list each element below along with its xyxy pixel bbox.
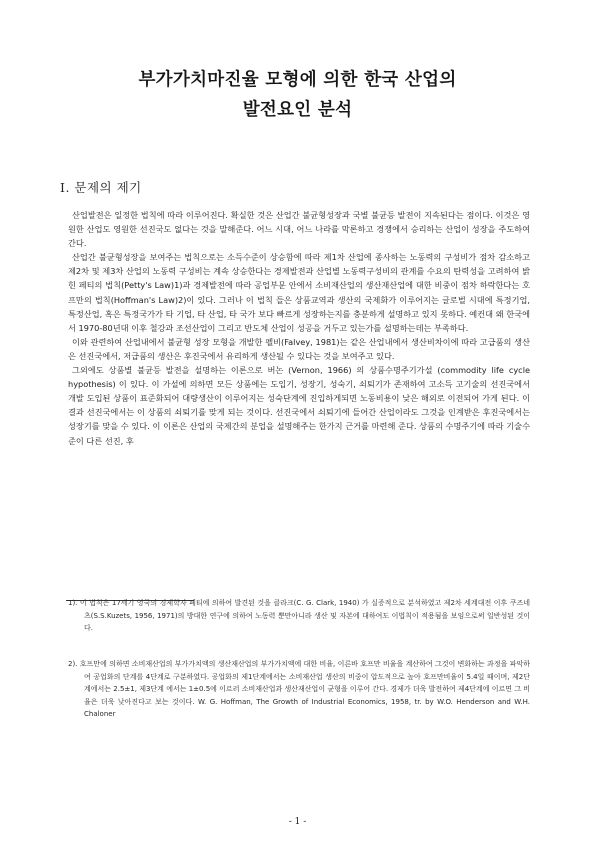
paragraph: 이와 관련하여 산업내에서 불균형 성장 모형을 개발한 펠비(Falvey, 1981)는 같은 산업내에서 생산비차이에 따라 고급품의 생산은 선진국에서, 저급품의 생산은 후진국에서 유리하게 생산될 수 있다는 것을 보여주고 있다.: [68, 336, 530, 361]
paragraph: 산업발전은 일정한 법칙에 따라 이루어진다. 확실한 것은 산업간 불균형성장과 국별 불균등 발전이 지속된다는 점이다. 이것은 영원한 산업도 영원한 선진국도 없다는 것을 말해준다. 어느 시대, 어느 나라를 막론하고 경쟁에서 승리하는 산업이 성장을 주도하여 간다.: [68, 210, 530, 249]
paper-title-line-2: 발전요인 분석: [242, 100, 353, 120]
paragraph: 그외에도 상품별 불균등 발전을 설명하는 이론으로 버논 (Vernon, 1966) 의 상품수명주기가설 (commodity life cycle hypothesis) 이 있다. 이 가설에 의하면 모든 상품에는 도입기, 성장기, 성숙기, 쇠퇴기가 존재하여 고소득 고기술의 선진국에서 개발 도입된 상품이 표준화되어 대량생산이 이루어지는 성숙단계에 진입하게되면 노동비용이 낮은 해외로 이전되어 가게 된다. 이 결과 선진국에서는 이 상품의 쇠퇴기를 맞게 되는 것이다. 선진국에서 쇠퇴기에 들어간 산업이라도 그것을 인계받은 후진국에서는 성장기를 맞을 수 있다. 이 이론은 산업의 국제간의 분업을 설명해주는 한가지 근거를 마련해 준다. 상품의 수명주기에 따라 기술수준이 다른 선진, 후: [68, 365, 530, 446]
footnote-text: 2). 호프만에 의하면 소비재산업의 부가가치액의 생산재산업의 부가가치액에 대한 비율, 이른바 호프만 비율을 계산하여 그것이 변화하는 과정을 파악하여 공업화의 단계를 4단계로 구분하였다. 공업화의 제1단계에서는 소비재산업 생산의 비중이 압도적으로 높아 호프만비율이 5.4일 때이며, 제2단계에서는 2.5±1, 제3단계 에서는 1±0.5에 이르러 소비재산업과 생산재산업이 균형을 이루어 간다. 경제가 더욱 발전하여 제4단계에 이르면 그 비율은 더욱 낮아진다고 보는 것이다. W. G. Hoffman, The Growth of Industrial Economics, 1958, tr. by W.O. Henderson and W.H. Chaloner: [68, 660, 530, 719]
body-text: [68, 208, 530, 448]
paragraph: 산업간 불균형성장을 보여주는 법칙으로는 소득수준이 상승함에 따라 제1차 산업에 종사하는 노동력의 구성비가 점차 감소하고 제2차 및 제3차 산업의 노동력 구성비는 계속 상승한다는 경제발전과 산업별 노동력구성비의 관계를 수요의 탄력성을 고려하여 밝힌 페티의 법칙(Petty's Law)1)과 경제발전에 따라 공업부문 안에서 소비재산업의 생산재산업에 대한 비중이 점차 하락한다는 호프만의 법칙(Hoffman's Law)2)이 있다. 그러나 이 법칙 들은 상품교역과 생산의 국제화가 이루어지는 글로벌 시대에 특정기업, 특정산업, 혹은 특정국가가 타 기업, 타 산업, 타 국가 보다 빠르게 성장하는지를 충분하게 설명하고 있지 못하다. 예컨대 왜 한국에서 1970-80년대 이후 철강과 조선산업이 그리고 반도체 산업이 성공을 거두고 있는가를 설명하는데는 부족하다.: [68, 252, 530, 333]
footnote-1: [68, 597, 530, 635]
footnote-2: [68, 658, 530, 721]
page-number: - 1 -: [288, 817, 307, 827]
section-heading: I. 문제의 제기: [60, 180, 142, 195]
paper-title-line-1: 부가가치마진율 모형에 의한 한국 산업의: [138, 70, 457, 90]
footnote-text: 1). 이 법칙은 17세기 영국의 경제학자 페티에 의하여 발견된 것을 클라크(C. G. Clark, 1940) 가 실증적으로 분석하였고 제2차 세계대전 이후 쿠즈네츠(S.S.Kuzets, 1956, 1971)의 방대한 연구에 의하여 노동력 뿐만아니라 생산 및 자본에 대하여도 이법칙이 적용됨을 보임으로써 일반성된 것이다.: [68, 599, 530, 633]
